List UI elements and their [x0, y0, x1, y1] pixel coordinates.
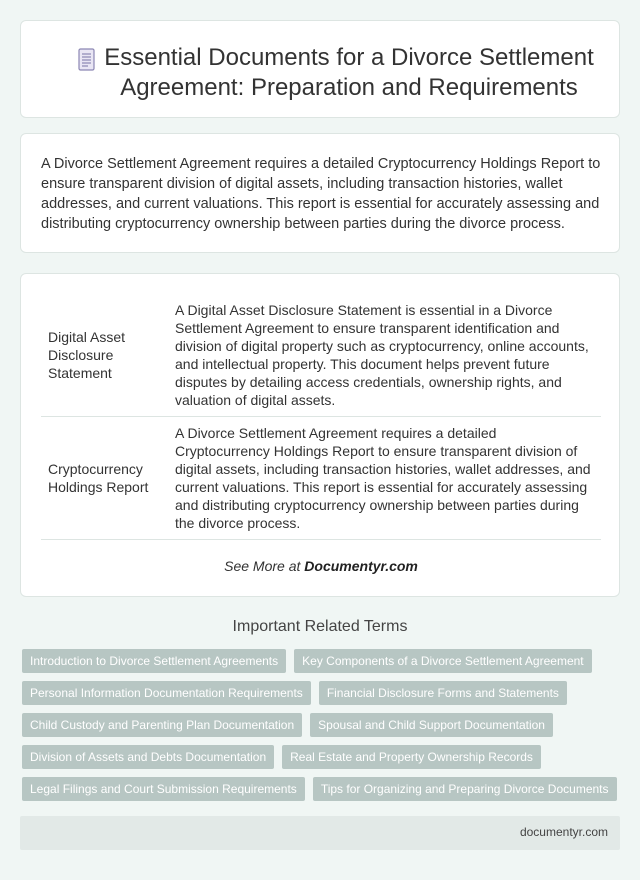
- see-more-prefix: See More at: [224, 558, 305, 574]
- see-more-link[interactable]: Documentyr.com: [304, 558, 418, 574]
- related-term-tag[interactable]: Legal Filings and Court Submission Requirements: [22, 777, 305, 801]
- summary-text: A Divorce Settlement Agreement requires a detailed Cryptocurrency Holdings Report to ensure transparent division of digital assets, including transaction histories, wallet addresses, and current valuations. This report is essential for accurately assessing and distributing cryptocurrency ownership between parties during the divorce process.: [41, 156, 601, 232]
- related-term-tag[interactable]: Spousal and Child Support Documentation: [310, 713, 553, 737]
- documents-card: [20, 273, 620, 597]
- table-row: [41, 294, 601, 417]
- page-title: Essential Documents for a Divorce Settlement Agreement: Preparation and Requirements: [104, 44, 594, 101]
- summary-card: [20, 133, 620, 253]
- related-term-tag[interactable]: Division of Assets and Debts Documentation: [22, 745, 274, 769]
- document-name: Digital Asset Disclosure Statement: [41, 294, 168, 417]
- table-row: [41, 417, 601, 540]
- related-terms-list: [22, 649, 622, 801]
- documents-table: [41, 294, 601, 540]
- related-term-tag[interactable]: Personal Information Documentation Requirements: [22, 681, 311, 705]
- related-term-tag[interactable]: Key Components of a Divorce Settlement Agreement: [294, 649, 591, 673]
- related-term-tag[interactable]: Introduction to Divorce Settlement Agreements: [22, 649, 286, 673]
- document-description: A Digital Asset Disclosure Statement is essential in a Divorce Settlement Agreement to ensure transparent identification and division of digital property such as cryptocurrency, online accounts, and intellectual property. This document helps prevent future disputes by detailing access credentials, ownership rights, and valuation of digital assets.: [168, 294, 601, 417]
- document-description: A Divorce Settlement Agreement requires a detailed Cryptocurrency Holdings Report to ensure transparent division of digital assets, including transaction histories, wallet addresses, and current valuations. This report is essential for accurately assessing and distributing cryptocurrency ownership between parties during the divorce process.: [168, 417, 601, 540]
- related-term-tag[interactable]: Tips for Organizing and Preparing Divorce Documents: [313, 777, 617, 801]
- related-terms-heading: Important Related Terms: [232, 618, 408, 635]
- related-term-tag[interactable]: Real Estate and Property Ownership Records: [282, 745, 541, 769]
- title-card: [20, 20, 620, 118]
- see-more-line: [21, 558, 621, 574]
- related-term-tag[interactable]: Child Custody and Parenting Plan Documentation: [22, 713, 302, 737]
- footer-site-link[interactable]: documentyr.com: [519, 825, 608, 839]
- footer: [20, 816, 620, 850]
- document-name: Cryptocurrency Holdings Report: [41, 417, 168, 540]
- related-term-tag[interactable]: Financial Disclosure Forms and Statements: [319, 681, 567, 705]
